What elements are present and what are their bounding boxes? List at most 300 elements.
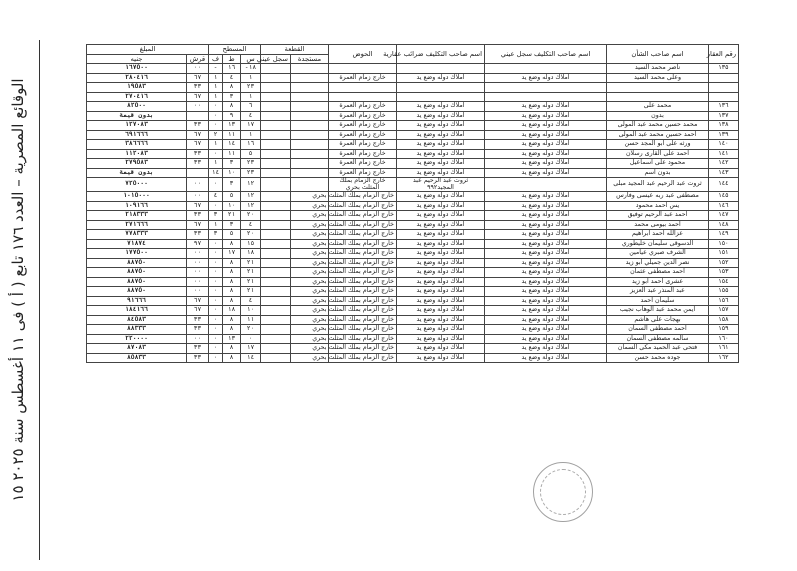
cell-amount-q: ٣٣: [187, 325, 209, 335]
cell-owner: فتحى عبد الحميد مكى السمان: [607, 344, 709, 354]
cell-area-s: ١٨: [241, 249, 261, 259]
cell-basin: خارج الزمام بملك المثلث بحري: [329, 287, 397, 297]
col-tax: اسم صاحب التكليف ضرائب عقارية: [397, 45, 485, 64]
cell-tax: [397, 64, 485, 74]
cell-basin: خارج الزمام بملك المثلث بحري: [329, 306, 397, 316]
property-register-table: [86, 44, 739, 363]
cell-owner: ايمن محمد عبد الوهاب نجيب: [607, 306, 709, 316]
cell-basin: [329, 64, 397, 74]
cell-number: ١٥٥: [709, 287, 739, 297]
cell-basin: خارج الزمام بملك المثلث بحري: [329, 201, 397, 211]
cell-tax: املاك دوله وضع يد: [397, 111, 485, 121]
cell-plot-old: [261, 140, 291, 150]
cell-basin: خارج الزمام بملك المثلث بحري: [329, 325, 397, 335]
cell-owner: نصر الدين جميلي ابو زيد: [607, 258, 709, 268]
cell-tax: املاك دولة وضع يد: [397, 334, 485, 344]
cell-number: ١٥٧: [709, 306, 739, 316]
cell-tax: املاك دولة وضع يد: [397, 344, 485, 354]
cell-area-s: ٤: [241, 296, 261, 306]
cell-tax: املاك دوله وضع يد: [397, 102, 485, 112]
cell-plot-old: [261, 111, 291, 121]
cell-area-s: ٦: [241, 102, 261, 112]
col-area: المسطح: [209, 45, 261, 55]
cell-registry: املاك دولة وضع يد: [485, 344, 607, 354]
cell-registry: املاك دولة وضع يد: [485, 211, 607, 221]
official-seal-stamp: [533, 462, 593, 522]
cell-area-s: ٥: [241, 149, 261, 159]
cell-amount-q: ٦٧: [187, 296, 209, 306]
cell-amount-j: ٨٢٥٠٠: [87, 102, 187, 112]
cell-plot-old: [261, 268, 291, 278]
cell-basin: خارج الزمام بملك المثلث بحري: [329, 277, 397, 287]
cell-area-f: ٠: [209, 149, 223, 159]
cell-registry: املاك دوله وضع يد: [485, 130, 607, 140]
col-area-s: س: [241, 55, 261, 64]
col-area-f: ف: [209, 55, 223, 64]
cell-area-t: ١٣: [223, 334, 241, 344]
table-row: [87, 325, 739, 335]
cell-amount-q: ٦٧: [187, 306, 209, 316]
cell-amount-q: ٣٣: [187, 149, 209, 159]
table-row: [87, 140, 739, 150]
cell-basin: خارج الزمام بملك المثلث بحري: [329, 178, 397, 192]
cell-amount-q: ٠٠: [187, 192, 209, 202]
cell-tax: ثروت عبد الرحيم عبد المجيد٩٩٢: [397, 178, 485, 192]
cell-plot-new: [291, 64, 329, 74]
cell-number: ١٥٤: [709, 277, 739, 287]
cell-registry: املاك دوله وضع يد: [485, 159, 607, 169]
cell-area-s: ٢١: [241, 268, 261, 278]
cell-number: ١٤١: [709, 149, 739, 159]
cell-tax: املاك دولة وضع يد: [397, 306, 485, 316]
cell-plot-new: [291, 83, 329, 93]
cell-registry: املاك دولة وضع يد: [485, 239, 607, 249]
cell-amount-q: [187, 168, 209, 178]
cell-registry: املاك دوله وضع يد: [485, 73, 607, 83]
cell-plot-old: [261, 201, 291, 211]
cell-area-s: ١: [241, 130, 261, 140]
cell-area-f: ٠: [209, 102, 223, 112]
cell-tax: املاك دولة وضع يد: [397, 192, 485, 202]
cell-registry: املاك دولة وضع يد: [485, 296, 607, 306]
cell-amount-j: ٨٧٠٨٣: [87, 344, 187, 354]
cell-basin: خارج زمام العمرة: [329, 121, 397, 131]
cell-amount-q: ٠٠: [187, 287, 209, 297]
cell-plot-old: [261, 325, 291, 335]
cell-amount-q: ٠٠: [187, 334, 209, 344]
cell-registry: املاك دولة وضع يد: [485, 230, 607, 240]
cell-plot-old: [261, 149, 291, 159]
cell-registry: املاك دولة وضع يد: [485, 277, 607, 287]
table-row: [87, 192, 739, 202]
cell-amount-q: ٠٠: [187, 178, 209, 192]
cell-plot-old: [261, 287, 291, 297]
cell-plot-new: [291, 159, 329, 169]
table-row: [87, 130, 739, 140]
cell-tax: [397, 83, 485, 93]
cell-area-t: ٨: [223, 239, 241, 249]
cell-area-t: ٨: [223, 83, 241, 93]
cell-owner: احمد عبد الرحيم توفيق: [607, 211, 709, 221]
cell-amount-q: ٠٠: [187, 268, 209, 278]
cell-basin: [329, 92, 397, 102]
cell-number: ١٣٥: [709, 64, 739, 74]
cell-tax: [397, 92, 485, 102]
table-row: [87, 258, 739, 268]
table-row: [87, 353, 739, 363]
cell-area-f: ٠: [209, 178, 223, 192]
cell-area-t: ٨: [223, 315, 241, 325]
cell-area-t: ٣: [223, 220, 241, 230]
col-owner: اسم صاحب الشأن: [607, 45, 709, 64]
cell-area-s: ١: [241, 73, 261, 83]
cell-basin: خارج زمام العمرة: [329, 73, 397, 83]
cell-area-f: ٢: [209, 130, 223, 140]
cell-plot-old: [261, 83, 291, 93]
cell-plot-new: [291, 178, 329, 192]
cell-plot-new: [291, 130, 329, 140]
cell-basin: خارج زمام العمرة: [329, 102, 397, 112]
cell-area-f: ٠: [209, 277, 223, 287]
cell-amount-j: ٢٨٠٤١٦: [87, 73, 187, 83]
cell-tax: املاك دولة وضع يد: [397, 220, 485, 230]
cell-amount-q: ٦٧: [187, 73, 209, 83]
cell-tax: املاك دوله وضع يد: [397, 159, 485, 169]
col-amount: المبلغ: [87, 45, 209, 55]
cell-area-t: ٣: [223, 159, 241, 169]
cell-area-s: ١٢: [241, 201, 261, 211]
cell-basin: خارج زمام العمرة: [329, 149, 397, 159]
cell-registry: املاك دوله وضع يد: [485, 121, 607, 131]
cell-amount-q: ٣٣: [187, 83, 209, 93]
cell-number: ١٥٣: [709, 268, 739, 278]
cell-area-s: ٢١: [241, 287, 261, 297]
cell-area-s: ٤: [241, 111, 261, 121]
cell-amount-j: ٢٧١٦٦٦: [87, 220, 187, 230]
register-sheet: [86, 44, 738, 484]
cell-basin: خارج الزمام بملك المثلث بحري: [329, 230, 397, 240]
cell-area-s: ١٠: [241, 306, 261, 316]
cell-amount-j: ١٨٤١٦٦: [87, 306, 187, 316]
cell-basin: خارج الزمام بملك المثلث بحري: [329, 192, 397, 202]
cell-area-t: ٨: [223, 277, 241, 287]
cell-amount-q: ٠٠: [187, 102, 209, 112]
cell-owner: ثروت عبد الرحيم عبد المجيد مبلى: [607, 178, 709, 192]
cell-plot-old: [261, 192, 291, 202]
table-row: [87, 306, 739, 316]
cell-area-t: ١٠: [223, 168, 241, 178]
cell-amount-j: ٢١٨٣٣٣: [87, 211, 187, 221]
cell-area-t: ٥: [223, 230, 241, 240]
cell-registry: املاك دوله وضع يد: [485, 149, 607, 159]
cell-area-f: ٠: [209, 344, 223, 354]
cell-area-s: ١٢: [241, 192, 261, 202]
cell-basin: خارج زمام العمرة: [329, 168, 397, 178]
col-plot-new: مستجدة: [291, 55, 329, 64]
cell-area-f: ١: [209, 140, 223, 150]
col-plot-old: سجل عيني: [261, 55, 291, 64]
table-row: [87, 211, 739, 221]
cell-area-f: ٠: [209, 111, 223, 121]
cell-number: ١٤٣: [709, 168, 739, 178]
cell-tax: املاك دولة وضع يد: [397, 239, 485, 249]
cell-owner: ناصر محمد السيد: [607, 64, 709, 74]
cell-plot-new: [291, 102, 329, 112]
cell-tax: املاك دولة وضع يد: [397, 296, 485, 306]
cell-registry: املاك دولة وضع يد: [485, 220, 607, 230]
table-row: [87, 178, 739, 192]
cell-owner: يس احمد محمود: [607, 201, 709, 211]
cell-owner: [607, 92, 709, 102]
cell-plot-old: [261, 178, 291, 192]
table-row: [87, 287, 739, 297]
cell-tax: املاك دولة وضع يد: [397, 268, 485, 278]
cell-amount-j: بدون قيمة: [87, 111, 187, 121]
cell-basin: خارج الزمام بملك المثلث بحري: [329, 268, 397, 278]
cell-amount-q: ٣٣: [187, 121, 209, 131]
cell-amount-q: ٠٠: [187, 277, 209, 287]
cell-number: ١٦٢: [709, 353, 739, 363]
cell-registry: املاك دولة وضع يد: [485, 334, 607, 344]
cell-plot-old: [261, 353, 291, 363]
cell-area-s: ٢٣: [241, 159, 261, 169]
col-amount-j: جنيه: [87, 55, 187, 64]
cell-area-t: ٨: [223, 102, 241, 112]
cell-number: ١٥٦: [709, 296, 739, 306]
table-row: [87, 268, 739, 278]
cell-plot-new: [291, 111, 329, 121]
cell-area-t: ٤: [223, 73, 241, 83]
cell-owner: احمد على القارى رسلان: [607, 149, 709, 159]
cell-amount-q: ٠٠: [187, 64, 209, 74]
cell-amount-q: [187, 111, 209, 121]
cell-plot-old: [261, 334, 291, 344]
cell-basin: [329, 83, 397, 93]
cell-number: ١٤٠: [709, 140, 739, 150]
cell-amount-q: ٦٧: [187, 130, 209, 140]
cell-owner: بهجات على هاشم: [607, 315, 709, 325]
cell-number: [709, 92, 739, 102]
cell-amount-j: ٧٢٥٠٠٠: [87, 178, 187, 192]
cell-area-f: ٣: [209, 230, 223, 240]
cell-owner: الدسوقى سليمان خليطوري: [607, 239, 709, 249]
cell-plot-old: [261, 230, 291, 240]
cell-area-f: ٠: [209, 239, 223, 249]
cell-plot-new: [291, 168, 329, 178]
cell-plot-old: [261, 296, 291, 306]
cell-area-t: ٨: [223, 353, 241, 363]
cell-number: ١٤٩: [709, 230, 739, 240]
caption-divider: [39, 40, 40, 560]
cell-tax: املاك دولة وضع يد: [397, 258, 485, 268]
cell-owner: محمود على اسماعيل: [607, 159, 709, 169]
cell-area-f: ٣: [209, 211, 223, 221]
table-row: [87, 277, 739, 287]
cell-registry: املاك دولة وضع يد: [485, 268, 607, 278]
cell-number: ١٦١: [709, 344, 739, 354]
cell-registry: املاك دولة وضع يد: [485, 353, 607, 363]
cell-area-t: ٣: [223, 92, 241, 102]
table-row: [87, 315, 739, 325]
gazette-side-caption: [4, 20, 32, 560]
cell-basin: خارج الزمام بملك المثلث بحري: [329, 249, 397, 259]
cell-area-t: ٣: [223, 178, 241, 192]
cell-registry: املاك دوله وضع يد: [485, 140, 607, 150]
cell-area-f: ١: [209, 73, 223, 83]
cell-basin: خارج زمام العمرة: [329, 130, 397, 140]
cell-number: ١٥٠: [709, 239, 739, 249]
cell-amount-j: ٨٥٨٣٣: [87, 353, 187, 363]
cell-plot-old: [261, 92, 291, 102]
cell-number: ١٣٨: [709, 121, 739, 131]
cell-amount-j: ٨٨٧٥٠: [87, 287, 187, 297]
cell-owner: عشرى احمد ابو زيد: [607, 277, 709, 287]
cell-area-s: ١٥: [241, 239, 261, 249]
cell-area-s: ١٢: [241, 178, 261, 192]
cell-plot-old: [261, 159, 291, 169]
cell-number: ١٥٨: [709, 315, 739, 325]
cell-basin: خارج الزمام بملك المثلث بحري: [329, 344, 397, 354]
cell-amount-j: ١٩٥٨٣: [87, 83, 187, 93]
cell-number: [709, 73, 739, 83]
cell-plot-old: [261, 102, 291, 112]
cell-registry: [485, 178, 607, 192]
cell-basin: خارج زمام العمرة: [329, 140, 397, 150]
cell-plot-old: [261, 239, 291, 249]
cell-tax: املاك دولة وضع يد: [397, 230, 485, 240]
cell-registry: املاك دوله وضع يد: [485, 111, 607, 121]
cell-tax: املاك دولة وضع يد: [397, 287, 485, 297]
gazette-caption-text: الوقائع المصرية – العدد ١٧٦ تابع ( أ ) فى ١١ أغسطس سنة ٢٠٢٥ ١٥: [9, 78, 27, 502]
cell-amount-j: ٨٨٧٥٠: [87, 258, 187, 268]
cell-amount-j: ٦٩١٦٦٦: [87, 130, 187, 140]
cell-plot-old: [261, 315, 291, 325]
table-row: [87, 334, 739, 344]
cell-owner: احمد مصطفى عثمان: [607, 268, 709, 278]
col-amount-q: قرش: [187, 55, 209, 64]
cell-tax: املاك دولة وضع يد: [397, 211, 485, 221]
cell-amount-q: ٣٣: [187, 230, 209, 240]
cell-plot-new: [291, 92, 329, 102]
cell-number: [709, 83, 739, 93]
cell-amount-q: ٣٣: [187, 344, 209, 354]
cell-owner: سليمان احمد: [607, 296, 709, 306]
cell-amount-q: ٦٧: [187, 140, 209, 150]
cell-amount-q: ٣٣: [187, 211, 209, 221]
cell-amount-j: ٨٨٣٣٣: [87, 325, 187, 335]
cell-number: ١٣٦: [709, 102, 739, 112]
cell-area-s: ١٧: [241, 344, 261, 354]
cell-amount-j: ٨٨٧٥٠: [87, 268, 187, 278]
cell-area-t: ١٤: [223, 140, 241, 150]
cell-plot-old: [261, 168, 291, 178]
cell-tax: املاك دولة وضع يد: [397, 201, 485, 211]
cell-area-t: ٢١: [223, 211, 241, 221]
cell-owner: وعلى محمد السيد: [607, 73, 709, 83]
cell-area-t: ١١: [223, 130, 241, 140]
cell-area-s: ٢٣: [241, 83, 261, 93]
cell-tax: املاك دولة وضع يد: [397, 353, 485, 363]
cell-tax: املاك دولة وضع يد: [397, 315, 485, 325]
cell-area-s: ٢١: [241, 277, 261, 287]
table-row: [87, 239, 739, 249]
cell-registry: املاك دولة وضع يد: [485, 306, 607, 316]
table-row: [87, 159, 739, 169]
cell-plot-old: [261, 130, 291, 140]
cell-area-f: ٠: [209, 201, 223, 211]
cell-area-s: ١١: [241, 315, 261, 325]
cell-area-f: ٠: [209, 306, 223, 316]
register-body: [87, 64, 739, 363]
cell-basin: خارج الزمام بملك المثلث بحري: [329, 353, 397, 363]
cell-number: ١٤٤: [709, 178, 739, 192]
cell-plot-old: [261, 220, 291, 230]
cell-area-s: ٢٠: [241, 325, 261, 335]
cell-area-t: ١٣: [223, 121, 241, 131]
cell-amount-j: ١٠١٥٠٠٠: [87, 192, 187, 202]
table-row: [87, 83, 739, 93]
cell-area-f: ٠: [209, 249, 223, 259]
cell-tax: املاك دوله وضع يد: [397, 149, 485, 159]
cell-registry: [485, 92, 607, 102]
cell-plot-new: [291, 149, 329, 159]
cell-area-t: ٨: [223, 268, 241, 278]
cell-area-s: ١: [241, 92, 261, 102]
cell-registry: املاك دولة وضع يد: [485, 249, 607, 259]
cell-amount-j: ١٦٧٥٠٠: [87, 64, 187, 74]
cell-owner: سالمه مصطفى السمان: [607, 334, 709, 344]
cell-tax: املاك دوله وضع يد: [397, 73, 485, 83]
cell-tax: املاك دولة وضع يد: [397, 249, 485, 259]
cell-basin: خارج الزمام بملك المثلث بحري: [329, 334, 397, 344]
cell-basin: خارج الزمام بملك المثلث بحري: [329, 258, 397, 268]
table-row: [87, 73, 739, 83]
cell-owner: ورثه على ابو المجد حسن: [607, 140, 709, 150]
cell-amount-q: ٩٧: [187, 239, 209, 249]
cell-amount-j: ٨٤٥٨٣: [87, 315, 187, 325]
cell-owner: احمد بيومى محمد: [607, 220, 709, 230]
cell-basin: خارج الزمام بملك المثلث بحري: [329, 315, 397, 325]
cell-owner: محمد حسين محمد عبد المولى: [607, 121, 709, 131]
cell-number: ١٤٨: [709, 220, 739, 230]
cell-area-s: ٢١: [241, 258, 261, 268]
cell-basin: خارج زمام العمرة: [329, 111, 397, 121]
cell-owner: [607, 83, 709, 93]
cell-area-f: ١: [209, 220, 223, 230]
cell-plot-old: [261, 344, 291, 354]
cell-area-f: ١: [209, 92, 223, 102]
cell-amount-j: ٢٧٩٥٨٣: [87, 159, 187, 169]
cell-area-f: ٤: [209, 192, 223, 202]
cell-amount-j: ٧٧٨٣٣٣: [87, 230, 187, 240]
cell-registry: املاك دولة وضع يد: [485, 258, 607, 268]
cell-area-t: ١٨: [223, 306, 241, 316]
cell-amount-q: ٠٠: [187, 258, 209, 268]
cell-registry: [485, 83, 607, 93]
cell-amount-j: ٧١٨٧٤: [87, 239, 187, 249]
cell-number: ١٤٢: [709, 159, 739, 169]
cell-area-f: ٠: [209, 334, 223, 344]
cell-tax: املاك دوله وضع يد: [397, 168, 485, 178]
cell-plot-old: [261, 258, 291, 268]
cell-owner: احمد حسين محمد عبد المولى: [607, 130, 709, 140]
cell-number: ١٥١: [709, 249, 739, 259]
cell-amount-q: ٣٣: [187, 315, 209, 325]
cell-amount-j: ٣٨٦٦٦٦: [87, 140, 187, 150]
cell-registry: املاك دولة وضع يد: [485, 192, 607, 202]
cell-owner: محمد على: [607, 102, 709, 112]
cell-number: ١٥٩: [709, 325, 739, 335]
